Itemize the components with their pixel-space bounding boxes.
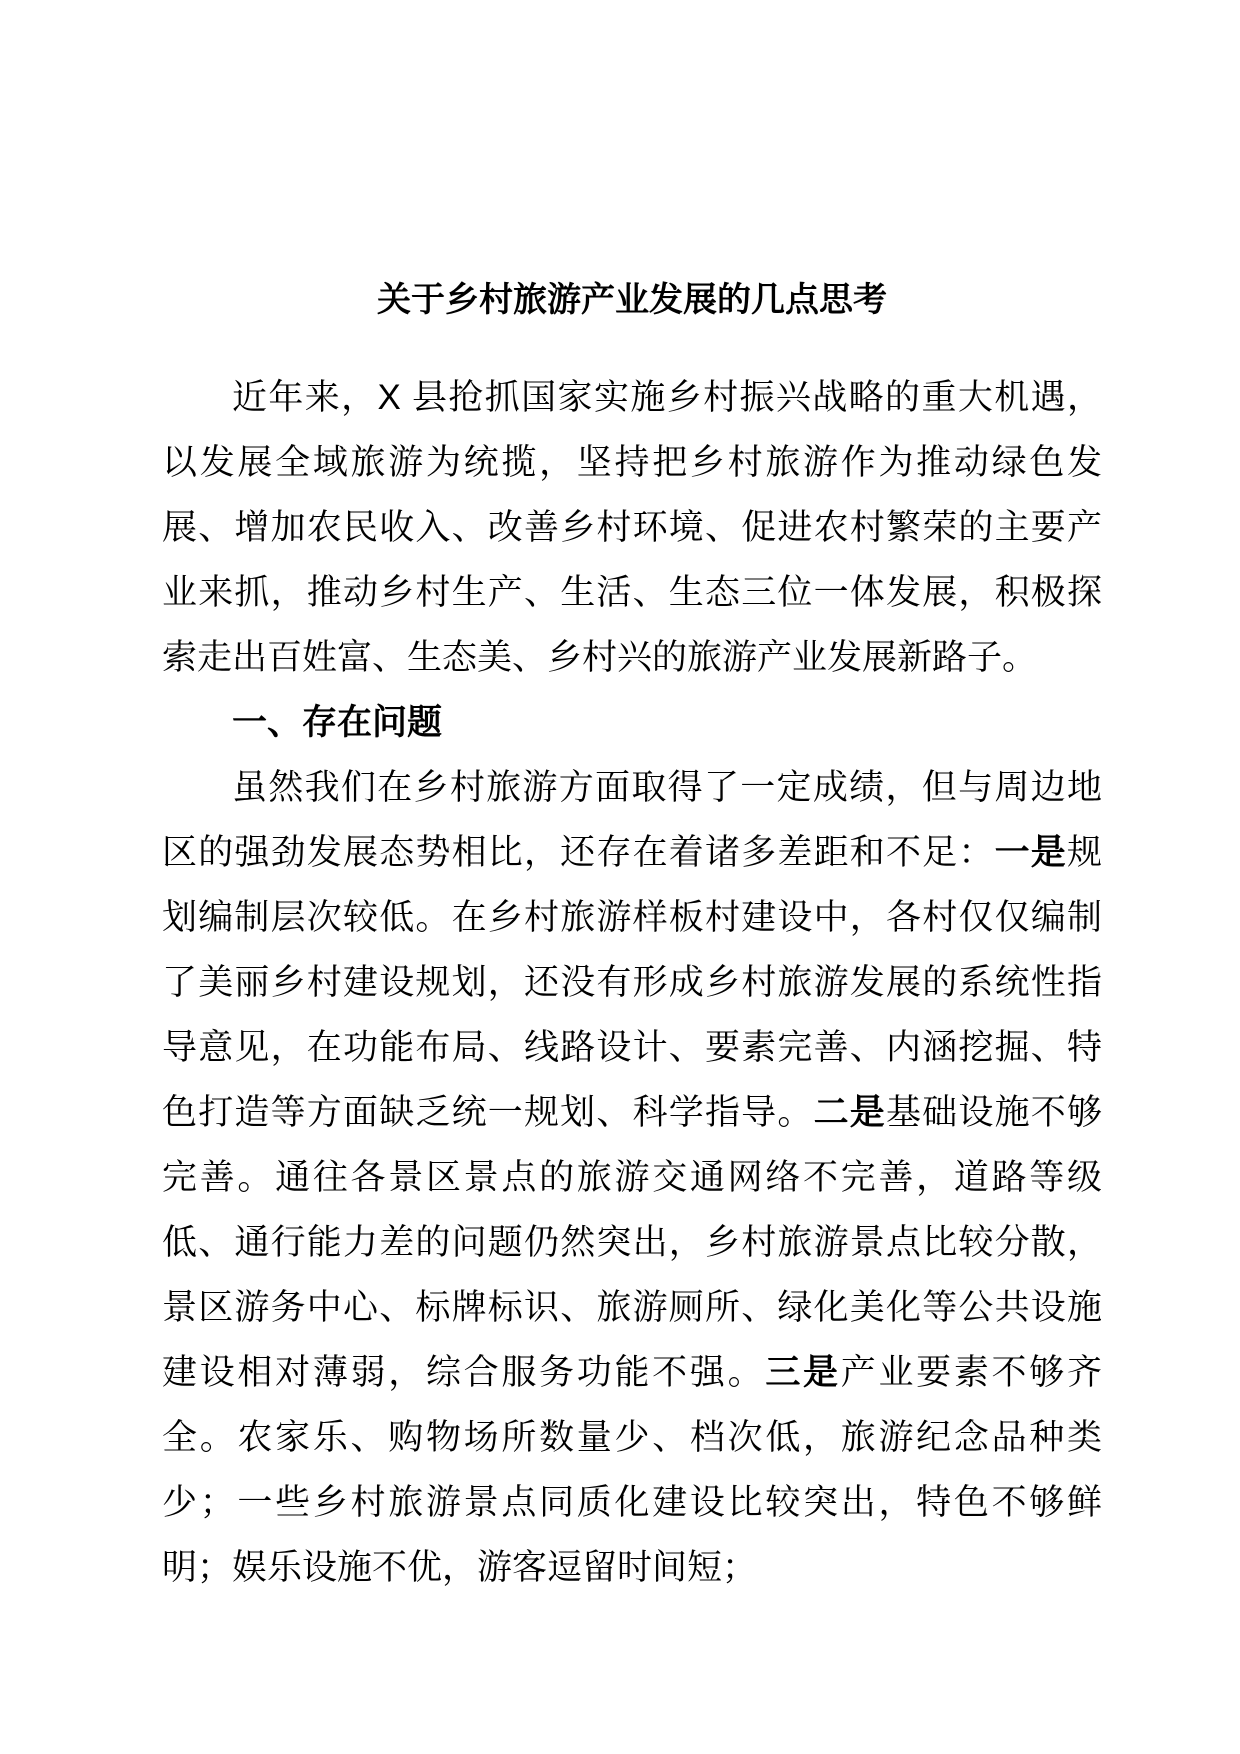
paragraph-segment: 基础设施不够完善。通往各景区景点的旅游交通网络不完善，道路等级低、通行能力差的问题仍然突出，乡村旅游景点比较分散，景区游务中心、标牌标识、旅游厕所、绿化美化等公共设施建设相对薄弱，综合服务功能不强。 [162, 1093, 1102, 1392]
bold-marker-second: 二是 [813, 1093, 886, 1132]
document-title: 关于乡村旅游产业发展的几点思考 [377, 281, 887, 319]
bold-marker-first: 一是 [994, 833, 1067, 872]
document-body [162, 268, 1102, 1600]
problems-paragraph [162, 755, 1102, 1600]
bold-marker-third: 三是 [765, 1353, 841, 1392]
paragraph-segment: 虽然我们在乡村旅游方面取得了一定成绩，但与周边地区的强劲发展态势相比，还存在着诸多差距和不足： [162, 768, 1102, 872]
paragraph-segment: 规划编制层次较低。在乡村旅游样板村建设中，各村仅仅编制了美丽乡村建设规划，还没有形成乡村旅游发展的系统性指导意见，在功能布局、线路设计、要素完善、内涵挖掘、特色打造等方面缺乏统一规划、科学指导。 [162, 833, 1102, 1132]
paragraph-segment: 产业要素不够齐全。农家乐、购物场所数量少、档次低，旅游纪念品种类少；一些乡村旅游景点同质化建设比较突出，特色不够鲜明；娱乐设施不优，游客逗留时间短； [162, 1353, 1102, 1587]
intro-paragraph: 近年来，X 县抢抓国家实施乡村振兴战略的重大机遇，以发展全域旅游为统揽，坚持把乡村旅游作为推动绿色发展、增加农民收入、改善乡村环境、促进农村繁荣的主要产业来抓，推动乡村生产、生活、生态三位一体发展，积极探索走出百姓富、生态美、乡村兴的旅游产业发展新路子。 [162, 378, 1102, 677]
section-heading-problems: 一、存在问题 [232, 703, 443, 742]
